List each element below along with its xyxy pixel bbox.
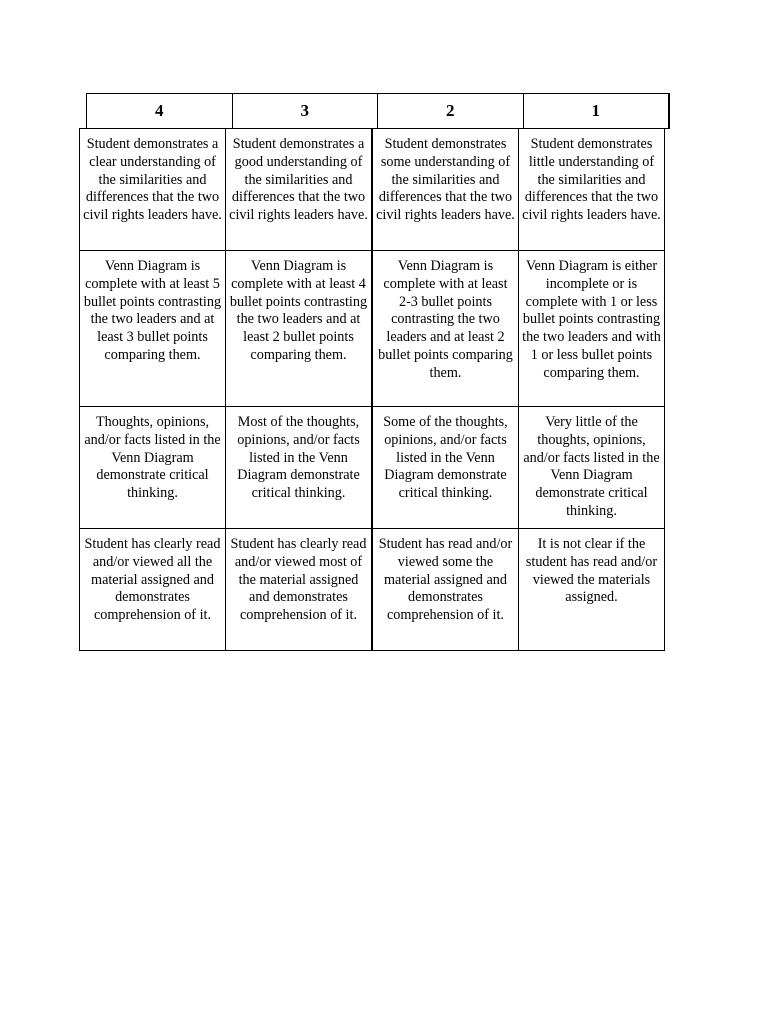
rubric-row-venn-diagram <box>80 251 665 407</box>
rubric-cell: Student has read and/or viewed some the material assigned and demonstrates comprehension of it. <box>372 529 518 651</box>
score-header-4: 4 <box>87 94 233 128</box>
rubric-table <box>79 128 665 651</box>
rubric-cell: Venn Diagram is complete with at least 2-3 bullet points contrasting the two leaders and at least 2 bullet points comparing them. <box>372 251 518 407</box>
score-header-row <box>86 93 670 129</box>
rubric-cell: Very little of the thoughts, opinions, and/or facts listed in the Venn Diagram demonstrate critical thinking. <box>518 407 664 529</box>
rubric-cell: Student has clearly read and/or viewed all the material assigned and demonstrates comprehension of it. <box>80 529 226 651</box>
rubric-cell: Student demonstrates a good understanding of the similarities and differences that the two civil rights leaders have. <box>226 129 372 251</box>
rubric-cell: Venn Diagram is complete with at least 4 bullet points contrasting the two leaders and at least 2 bullet points comparing them. <box>226 251 372 407</box>
rubric-cell: Some of the thoughts, opinions, and/or facts listed in the Venn Diagram demonstrate critical thinking. <box>372 407 518 529</box>
rubric-cell: Student demonstrates little understanding of the similarities and differences that the two civil rights leaders have. <box>518 129 664 251</box>
score-header-1: 1 <box>591 101 600 120</box>
rubric-row-understanding <box>80 129 665 251</box>
rubric-cell: Venn Diagram is complete with at least 5 bullet points contrasting the two leaders and at least 3 bullet points comparing them. <box>80 251 226 407</box>
rubric-cell: It is not clear if the student has read and/or viewed the materials assigned. <box>518 529 664 651</box>
rubric-cell: Venn Diagram is either incomplete or is complete with 1 or less bullet points contrasting the two leaders and with 1 or less bullet points comparing them. <box>518 251 664 407</box>
score-header-3: 3 <box>233 94 379 128</box>
rubric-cell: Student demonstrates some understanding of the similarities and differences that the two civil rights leaders have. <box>372 129 518 251</box>
rubric-row-comprehension <box>80 529 665 651</box>
score-header-2: 2 <box>378 94 524 128</box>
rubric-cell: Student has clearly read and/or viewed most of the material assigned and demonstrates comprehension of it. <box>226 529 372 651</box>
rubric-cell: Thoughts, opinions, and/or facts listed in the Venn Diagram demonstrate critical thinking. <box>80 407 226 529</box>
rubric-cell: Most of the thoughts, opinions, and/or facts listed in the Venn Diagram demonstrate critical thinking. <box>226 407 372 529</box>
rubric-row-critical-thinking <box>80 407 665 529</box>
rubric-cell: Student demonstrates a clear understanding of the similarities and differences that the two civil rights leaders have. <box>80 129 226 251</box>
